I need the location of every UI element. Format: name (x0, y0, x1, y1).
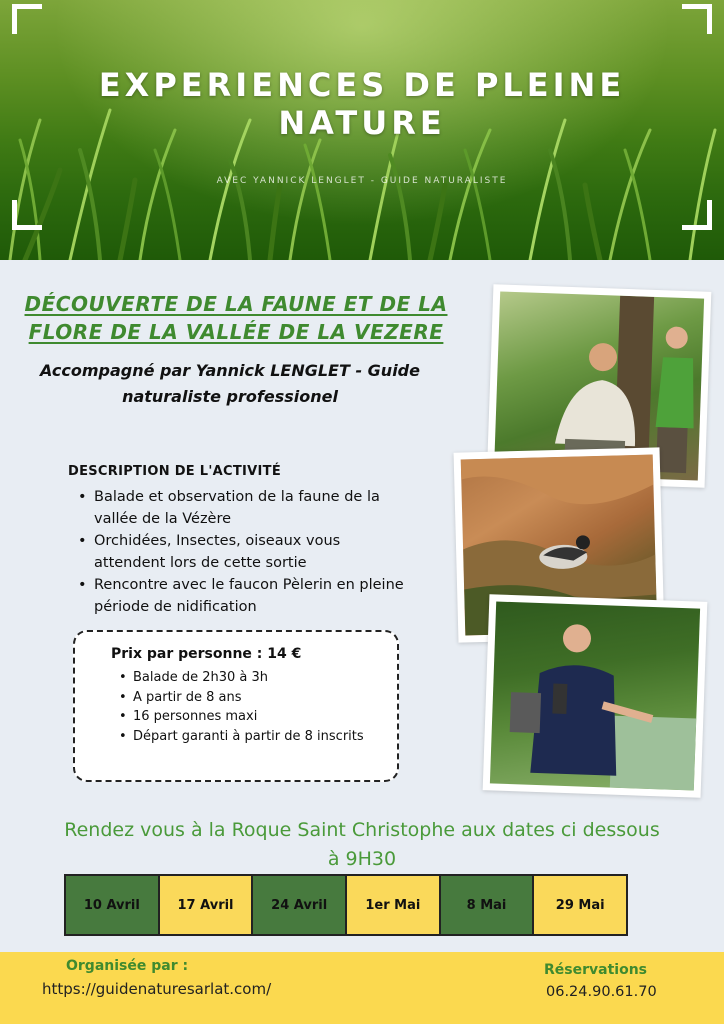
photo-guide-with-binoculars (483, 594, 708, 797)
hero-subtitle: AVEC YANNICK LENGLET - GUIDE NATURALISTE (216, 176, 508, 186)
corner-bracket-bottom-left (12, 200, 42, 230)
list-item: • 16 personnes maxi (117, 707, 377, 727)
price-box (73, 630, 399, 782)
meeting-info: Rendez vous à la Roque Saint Christophe aux dates ci dessous à 9H30 (64, 819, 660, 870)
reservations-label: Réservations (544, 962, 647, 978)
activity-title: DÉCOUVERTE DE LA FAUNE ET DE LA FLORE DE LA VALLÉE DE LA VEZERE (24, 292, 448, 344)
date-cell: 10 Avril (66, 876, 160, 934)
list-item: • Balade et observation de la faune de la vallée de la Vézère (76, 486, 406, 530)
hero-banner (0, 0, 724, 260)
hero-title: EXPERIENCES DE PLEINE NATURE (98, 66, 626, 142)
price-title: Prix par personne : 14 € (111, 646, 302, 662)
date-cell: 24 Avril (253, 876, 347, 934)
description-heading: DESCRIPTION DE L'ACTIVITÉ (68, 464, 282, 479)
corner-bracket-bottom-right (682, 200, 712, 230)
organized-label: Organisée par : (66, 958, 189, 974)
corner-bracket-top-right (682, 4, 712, 34)
list-item: • Orchidées, Insectes, oiseaux vous attendent lors de cette sortie (76, 530, 406, 574)
phone-number[interactable]: 06.24.90.61.70 (546, 984, 657, 1000)
date-cell: 29 Mai (534, 876, 626, 934)
list-item: • Rencontre avec le faucon Pèlerin en pleine période de nidification (76, 574, 406, 618)
footer (0, 952, 724, 1024)
price-list (117, 668, 377, 746)
corner-bracket-top-left (12, 4, 42, 34)
description-list (76, 486, 406, 618)
guide-line: Accompagné par Yannick LENGLET - Guide naturaliste professionel (40, 361, 420, 406)
list-item: • Départ garanti à partir de 8 inscrits (117, 727, 377, 747)
date-cell: 17 Avril (160, 876, 254, 934)
date-cell: 1er Mai (347, 876, 441, 934)
dates-table (64, 874, 628, 936)
list-item: • Balade de 2h30 à 3h (117, 668, 377, 688)
date-cell: 8 Mai (441, 876, 535, 934)
website-link[interactable]: https://guidenaturesarlat.com/ (42, 980, 272, 998)
list-item: • A partir de 8 ans (117, 688, 377, 708)
